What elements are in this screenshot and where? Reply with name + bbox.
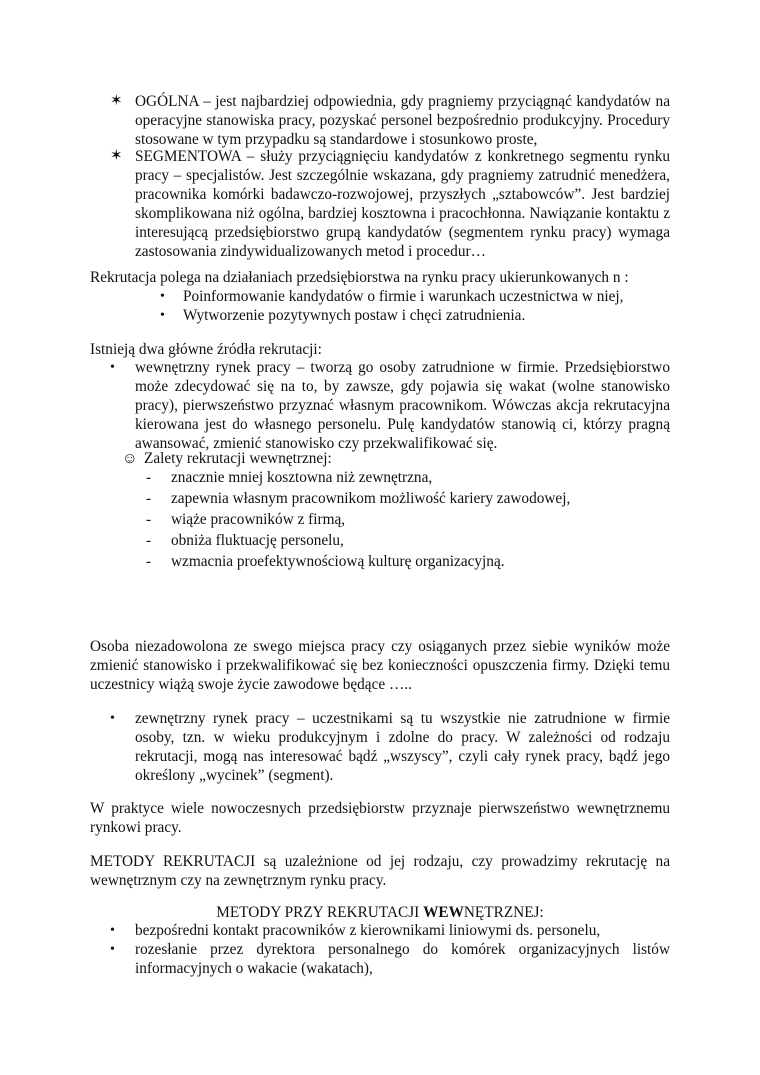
type-text: SEGMENTOWA – służy przyciągnięciu kandydatów z konkretnego segmentu rynku pracy – specjalistów. Jest szczególnie wskazana, gdy pragniemy zatrudnić menedżera, pracownika komórki badawczo-rozwojowej, przyszłych „sztabowców”. Jest bardziej skomplikowana niż ogólna, bardziej kosztowna i pracochłonna. Nawiązanie kontaktu z interesującą przedsiębiorstwo grupą kandydatów (segmentem rynku pracy) wymaga zastosowania zindywidualizowanych metod i procedur… (135, 148, 670, 260)
advantage-item (146, 531, 646, 550)
method-text: rozesłanie przez dyrektora personalnego do komórek organizacyjnych listów informacyjnych o wakacie (wakatach), (135, 941, 670, 977)
advantages-title-text: Zalety rekrutacji wewnętrznej: (144, 450, 332, 467)
type-item-general (110, 92, 670, 149)
advantage-item (146, 510, 646, 529)
source-external (110, 709, 670, 785)
method-item (110, 921, 670, 940)
source-internal-text: wewnętrzny rynek pracy – tworzą go osoby zatrudnione w firmie. Przedsiębiorstwo może zdecydować się na to, by zawsze, gdy pojawia się wakat (wolne stanowisko pracy), pierwszeństwo przyznać własnym pracownikom. Wówczas akcja rekrutacyjna kierowana jest do własnego personelu. Pulę kandydatów stanowią ci, którzy pragną awansować, zmienić stanowisko czy przekwalifikować się. (135, 359, 670, 452)
advantage-item (146, 552, 646, 571)
method-text: bezpośredni kontakt pracowników z kierownikami liniowymi ds. personelu, (135, 922, 601, 939)
bullet-icon: • (110, 360, 115, 375)
methods-heading-part: METODY PRZY REKRUTACJI (216, 904, 424, 921)
advantages-title (122, 449, 662, 468)
bullet-icon: • (110, 942, 115, 957)
star-icon: ✶ (110, 93, 123, 109)
sources-intro: Istnieją dwa główne źródła rekrutacji: (90, 341, 322, 358)
bullet-icon: • (110, 923, 115, 938)
methods-heading-bold: WEW (423, 904, 464, 921)
list-item (160, 287, 670, 306)
advantage-item (146, 468, 646, 487)
list-item-text: Poinformowanie kandydatów o firmie i warunkach uczestnictwa w niej, (183, 288, 624, 305)
smiley-icon: ☺ (122, 450, 138, 467)
methods-heading (90, 903, 670, 922)
bullet-icon: • (160, 308, 165, 323)
type-item-segment (110, 147, 670, 261)
recruitment-intro: Rekrutacja polega na działaniach przedsiębiorstwa na rynku pracy ukierunkowanych n : (90, 269, 629, 286)
practice-paragraph: W praktyce wiele nowoczesnych przedsiębiorstw przyznaje pierwszeństwo wewnętrznemu rynkowi pracy. (90, 800, 670, 836)
bullet-icon: • (160, 289, 165, 304)
source-internal (110, 358, 670, 453)
advantage-text: znacznie mniej kosztowna niż zewnętrzna, (171, 469, 433, 486)
methods-heading-part: NĘTRZNEJ: (463, 904, 544, 921)
bullet-icon: • (110, 711, 115, 726)
advantage-text: obniża fluktuację personelu, (171, 532, 344, 549)
list-item (160, 306, 670, 325)
type-text: OGÓLNA – jest najbardziej odpowiednia, gdy pragniemy przyciągnąć kandydatów na operacyjne stanowiska pracy, pozyskać personel bezpośrednio produkcyjny. Procedury stosowane w tym przypadku są standardowe i stosunkowo proste, (135, 93, 670, 148)
dash-marker: - (146, 553, 152, 570)
advantage-text: zapewnia własnym pracownikom możliwość kariery zawodowej, (171, 490, 571, 507)
dash-marker: - (146, 532, 152, 549)
methods-intro: METODY REKRUTACJI są uzależnione od jej rodzaju, czy prowadzimy rekrutację na wewnętrznym czy na zewnętrznym rynku pracy. (90, 853, 670, 889)
advantage-text: wzmacnia proefektywnościową kulturę organizacyjną. (171, 553, 505, 570)
source-external-text: zewnętrzny rynek pracy – uczestnikami są tu wszystkie nie zatrudnione w firmie osoby, tzn. w wieku produkcyjnym i zdolne do pracy. W zależności od rodzaju rekrutacji, mogą nas interesować bądź „wszyscy”, czyli cały rynek pracy, bądź jego określony „wycinek” (segment). (135, 710, 670, 784)
dash-marker: - (146, 469, 152, 486)
star-icon: ✶ (110, 148, 123, 164)
dash-marker: - (146, 511, 152, 528)
list-item-text: Wytworzenie pozytywnych postaw i chęci zatrudnienia. (183, 307, 526, 324)
advantage-text: wiąże pracowników z firmą, (171, 511, 346, 528)
dissatisfied-paragraph: Osoba niezadowolona ze swego miejsca pracy czy osiąganych przez siebie wyników może zmienić stanowisko i przekwalifikować się bez konieczności opuszczenia firmy. Dzięki temu uczestnicy wiążą swoje życie zawodowe będące ….. (90, 638, 670, 693)
method-item (110, 940, 670, 978)
advantage-item (146, 489, 646, 508)
dash-marker: - (146, 490, 152, 507)
